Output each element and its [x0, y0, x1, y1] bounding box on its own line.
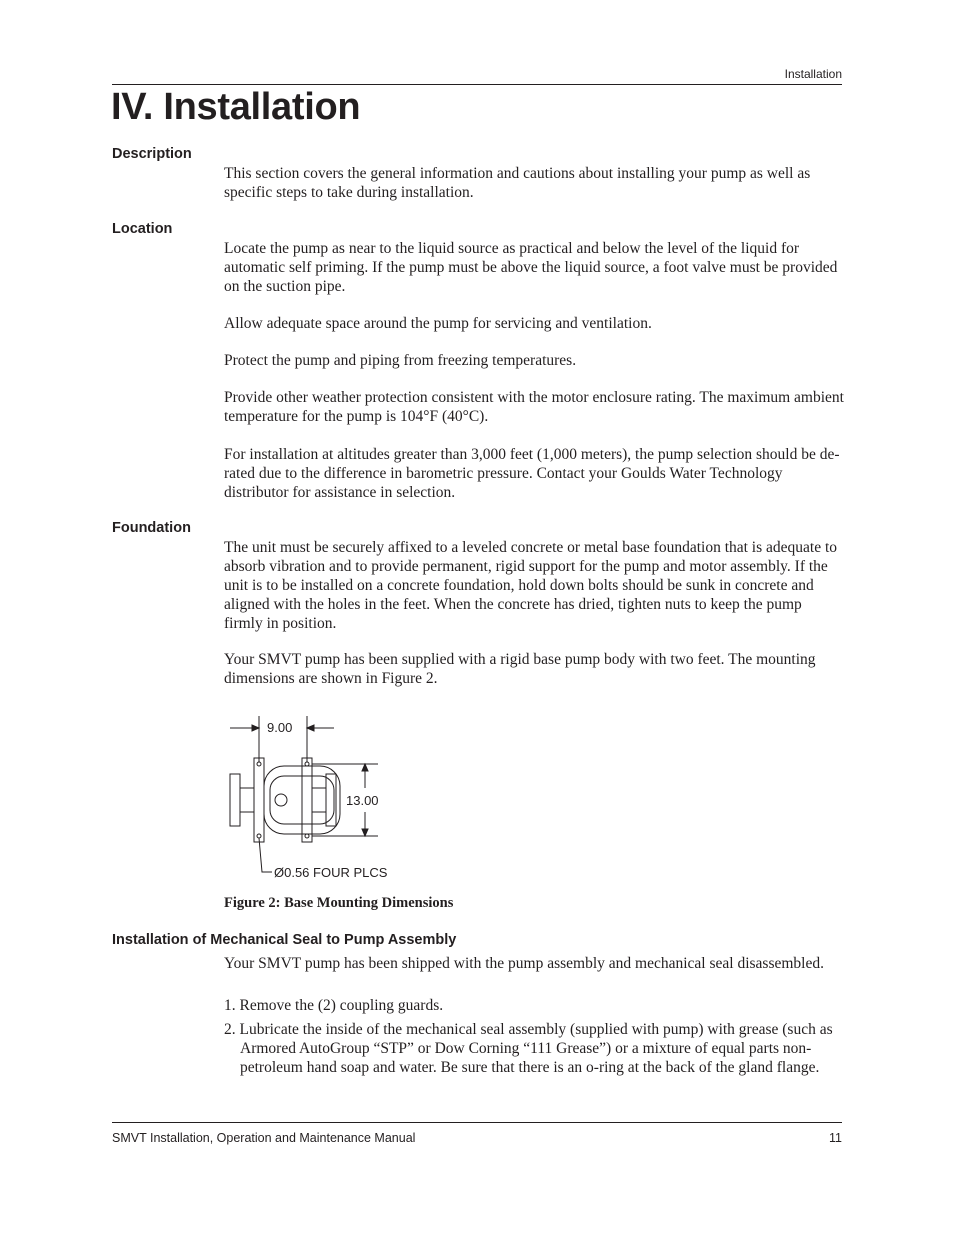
- location-paragraph: For installation at altitudes greater than 3,000 feet (1,000 meters), the pump selection should be de-rated due to the difference in barometric pressure. Contact your Goulds Water Technology distributor for assistance in selection.: [224, 446, 840, 501]
- header-rule: [112, 84, 842, 85]
- heading-foundation: Foundation: [112, 520, 191, 536]
- heading-location: Location: [112, 221, 173, 237]
- right-nozzle: [312, 788, 326, 812]
- foundation-paragraph: Your SMVT pump has been supplied with a rigid base pump body with two feet. The mounting dimensions are shown in Figure 2.: [224, 651, 816, 687]
- leader-line: [259, 838, 272, 872]
- right-foot: [302, 758, 312, 842]
- location-paragraph: Protect the pump and piping from freezing temperatures.: [224, 352, 577, 369]
- bolt-hole: [257, 762, 261, 766]
- location-paragraph: Provide other weather protection consistent with the motor enclosure rating. The maximum ambient temperature for the pump is 104°F (40°C).: [224, 389, 844, 425]
- arrow-head: [307, 725, 314, 731]
- footer-rule: [112, 1122, 842, 1123]
- seal-intro: Your SMVT pump has been shipped with the pump assembly and mechanical seal disassembled.: [224, 955, 824, 972]
- section-title: IV. Installation: [111, 86, 361, 128]
- bolt-hole: [305, 834, 309, 838]
- arrow-head: [362, 829, 368, 836]
- list-item: 1. Remove the (2) coupling guards.: [224, 997, 444, 1014]
- arrow-head: [252, 725, 259, 731]
- bolt-hole: [257, 834, 261, 838]
- page-number: 11: [829, 1131, 842, 1145]
- footer-manual-title: SMVT Installation, Operation and Maintenance Manual: [112, 1131, 416, 1145]
- hole-callout-label: Ø0.56 FOUR PLCS: [274, 865, 388, 880]
- bolt-hole: [305, 762, 309, 766]
- width-dimension-label: 9.00: [267, 720, 293, 735]
- heading-description: Description: [112, 146, 192, 162]
- left-nozzle: [240, 788, 254, 812]
- left-flange: [230, 774, 240, 826]
- location-paragraph: Locate the pump as near to the liquid source as practical and below the level of the liquid for automatic self priming. If the pump must be above the liquid source, a foot valve must be provided on the suction pipe.: [224, 240, 838, 295]
- height-dimension-label: 13.00: [346, 793, 379, 808]
- center-circle: [275, 794, 287, 806]
- location-paragraph: Allow adequate space around the pump for servicing and ventilation.: [224, 315, 652, 332]
- description-body: This section covers the general information and cautions about installing your pump as well as specific steps to take during installation.: [224, 165, 811, 201]
- running-header: Installation: [784, 67, 842, 81]
- foundation-paragraph: The unit must be securely affixed to a leveled concrete or metal base foundation that is adequate to absorb vibration and to provide permanent, rigid support for the pump and motor assembly. If the unit is to be installed on a concrete foundation, hold down bolts should be sunk in concrete and aligned with the holes in the feet. When the concrete has dried, tighten nuts to keep the pump firmly in position.: [224, 539, 838, 632]
- arrow-head: [362, 764, 368, 771]
- left-foot: [254, 758, 264, 842]
- figure-caption: Figure 2: Base Mounting Dimensions: [224, 895, 454, 911]
- list-item: 2. Lubricate the inside of the mechanical seal assembly (supplied with pump) with grease (such as Armored AutoGroup “STP” or Dow Corning “111 Grease”) or a mixture of equal parts non-petroleum hand soap and water. Be sure that there is an o-ring at the back of the gland flange.: [224, 1021, 833, 1076]
- heading-mechanical-seal: Installation of Mechanical Seal to Pump Assembly: [112, 932, 457, 948]
- base-mounting-figure: [222, 710, 412, 885]
